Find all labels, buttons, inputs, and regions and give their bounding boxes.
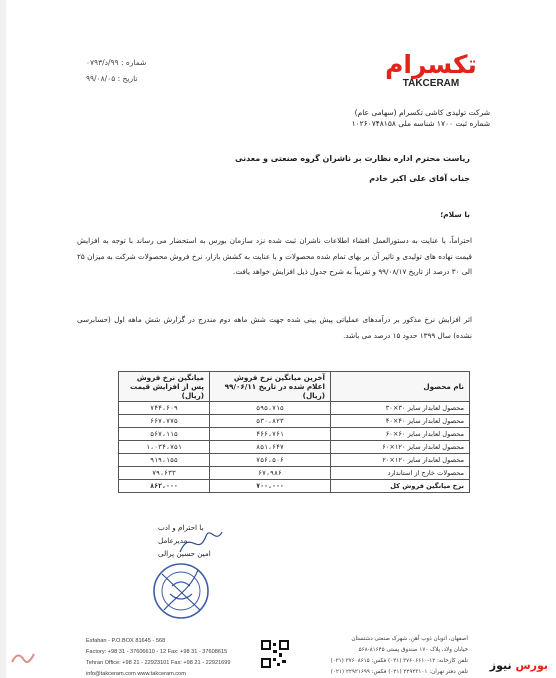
body-paragraph-2: اثر افزایش نرخ مذکور بر درآمدهای عملیاتی پیش بینی شده جهت شش ماهه دوم مندرج در گزارش شش ماهه اول (حسابرسی نشده) سال ۱۳۹۹ حدود ۱۵ درصد می باشد. bbox=[77, 315, 472, 340]
footer-factory-phone: Factory: +98 31 - 37606610 - 12 Fax: +98 31 - 37608615 bbox=[86, 649, 228, 655]
table-row bbox=[119, 467, 470, 480]
corner-logo-icon bbox=[10, 648, 36, 666]
header-old-price: آخرین میانگین نرخ فروش اعلام شده در تاریخ ۹۹/۰۶/۱۱ (ریال) bbox=[210, 372, 331, 402]
product-name: محصول لعابدار سایز ۱۲۰×۶۰ bbox=[331, 441, 470, 454]
addressee-line-1: ریاست محترم اداره نظارت بر ناشران گروه صنعتی و معدنی bbox=[235, 154, 470, 163]
company-logo bbox=[378, 52, 484, 89]
average-label: نرخ میانگین فروش کل bbox=[331, 480, 470, 493]
product-name: محصول لعابدار سایز ۴۰×۴۰ bbox=[331, 415, 470, 428]
footer-street-fa: خیابان ولاد، پلاک ۱۷۰ صندوق پستی ۸۱۶۴۵-۵۶۸ bbox=[358, 647, 468, 653]
page-edge bbox=[0, 0, 6, 678]
product-name: محصولات خارج از استاندارد bbox=[331, 467, 470, 480]
footer-factory-phone-fa: تلفن کارخانه: ۱۲-۳۷۶۰۶۶۱۰ (۰۳۱) فکس: ۳۷۶۰۸۶۱۵ (۰۳۱) bbox=[330, 658, 468, 664]
new-price: ۱،۰۳۴،۷۵۱ bbox=[119, 441, 210, 454]
product-name: محصول لعابدار سایز ۱۲۰×۲۰ bbox=[331, 454, 470, 467]
table-row bbox=[119, 441, 470, 454]
greeting: با سلام؛ bbox=[440, 210, 470, 219]
company-registration: شماره ثبت ۱۷۰۰ شناسه ملی ۱۰۲۶۰۷۴۸۱۵۸ bbox=[351, 119, 490, 128]
watermark-part-b: نیوز bbox=[489, 659, 512, 672]
new-price: ۷۹،۶۳۳ bbox=[119, 467, 210, 480]
average-new-price: ۸۶۲،۰۰۰ bbox=[119, 480, 210, 493]
table-row bbox=[119, 454, 470, 467]
logo-latin: TAKCERAM bbox=[402, 78, 460, 89]
closing-text: با احترام و ادب bbox=[158, 523, 204, 532]
header-new-price: میانگین نرخ فروش پس از افزایش قیمت (ریال) bbox=[119, 372, 210, 402]
new-price: ۷۴۴،۶۰۹ bbox=[119, 402, 210, 415]
header-product: نام محصول bbox=[331, 372, 470, 402]
old-price: ۶۷،۹۸۶ bbox=[210, 467, 331, 480]
old-price: ۷۵۶،۵۰۶ bbox=[210, 454, 331, 467]
addressee-line-2: جناب آقای علی اکبر خادم bbox=[369, 174, 470, 183]
watermark bbox=[490, 659, 548, 672]
letter-date: تاریخ : ۹۹/۰۸/۰۵ bbox=[86, 74, 138, 83]
price-table bbox=[118, 371, 470, 493]
old-price: ۵۹۵،۷۱۵ bbox=[210, 402, 331, 415]
qr-code-icon bbox=[261, 640, 289, 668]
footer-address-fa: اصفهان، اتوبان ذوب آهن، شهرک صنعتی دشتستان bbox=[351, 636, 468, 642]
product-name: محصول لعابدار سایز ۶۰×۶۰ bbox=[331, 428, 470, 441]
table-row bbox=[119, 428, 470, 441]
new-price: ۹۱۹،۱۵۵ bbox=[119, 454, 210, 467]
product-name: محصول لعابدار سایز ۳۰×۳۰ bbox=[331, 402, 470, 415]
old-price: ۸۵۱،۶۴۷ bbox=[210, 441, 331, 454]
footer-tehran-phone-fa: تلفن دفتر تهران: ۲۲۹۲۳۱۰۱ (۰۲۱) فکس: ۲۲۹۲۱۶۹۹ (۰۲۱) bbox=[330, 669, 468, 675]
signer-title: مدیرعامل bbox=[158, 536, 188, 545]
footer-tehran-phone: Tehran Office: +98 21 - 22923101 Fax: +98 21 - 22921699 bbox=[86, 660, 231, 666]
company-name: شرکت تولیدی کاشی تکسرام (سهامی عام) bbox=[354, 108, 490, 117]
new-price: ۵۶۷،۱۱۵ bbox=[119, 428, 210, 441]
new-price: ۶۶۷،۷۷۵ bbox=[119, 415, 210, 428]
table-average-row bbox=[119, 480, 470, 493]
footer-web: info@takceram.com www.takceram.com bbox=[86, 671, 186, 677]
table-header-row bbox=[119, 372, 470, 402]
logo-wordmark: تکسرام bbox=[385, 50, 477, 79]
letter-number: شماره : ۹۹/د/۰۷۹۳ bbox=[86, 58, 147, 67]
body-paragraph-1: احتراماً، با عنایت به دستورالعمل افشاء اطلاعات ناشران ثبت شده نزد سازمان بورس به استحضار می رساند با توجه به افزایش قیمت نهاده های تولیدی و تاثیر آن بر بهای تمام شده محصولات و با عنایت به کشش بازار، نرخ فروش محصولات شرکت به میزان ۲۵ الی ۳۰ درصد از تاریخ ۹۹/۰۸/۱۷ و تقریباً به شرح جدول ذیل افزایش خواهد یافت. bbox=[77, 236, 472, 277]
watermark-part-a: بورس bbox=[515, 659, 548, 672]
company-stamp-icon bbox=[150, 560, 212, 622]
average-old-price: ۷۰۰،۰۰۰ bbox=[210, 480, 331, 493]
table-row bbox=[119, 402, 470, 415]
table-row bbox=[119, 415, 470, 428]
handwritten-signature-icon bbox=[176, 522, 226, 562]
old-price: ۴۶۶،۷۶۱ bbox=[210, 428, 331, 441]
footer-address-en: Esfahan - P.O.BOX 81645 - 568 bbox=[86, 638, 166, 644]
signer-name: امین حسین پرالی bbox=[158, 549, 211, 558]
old-price: ۵۳۰،۸۲۳ bbox=[210, 415, 331, 428]
